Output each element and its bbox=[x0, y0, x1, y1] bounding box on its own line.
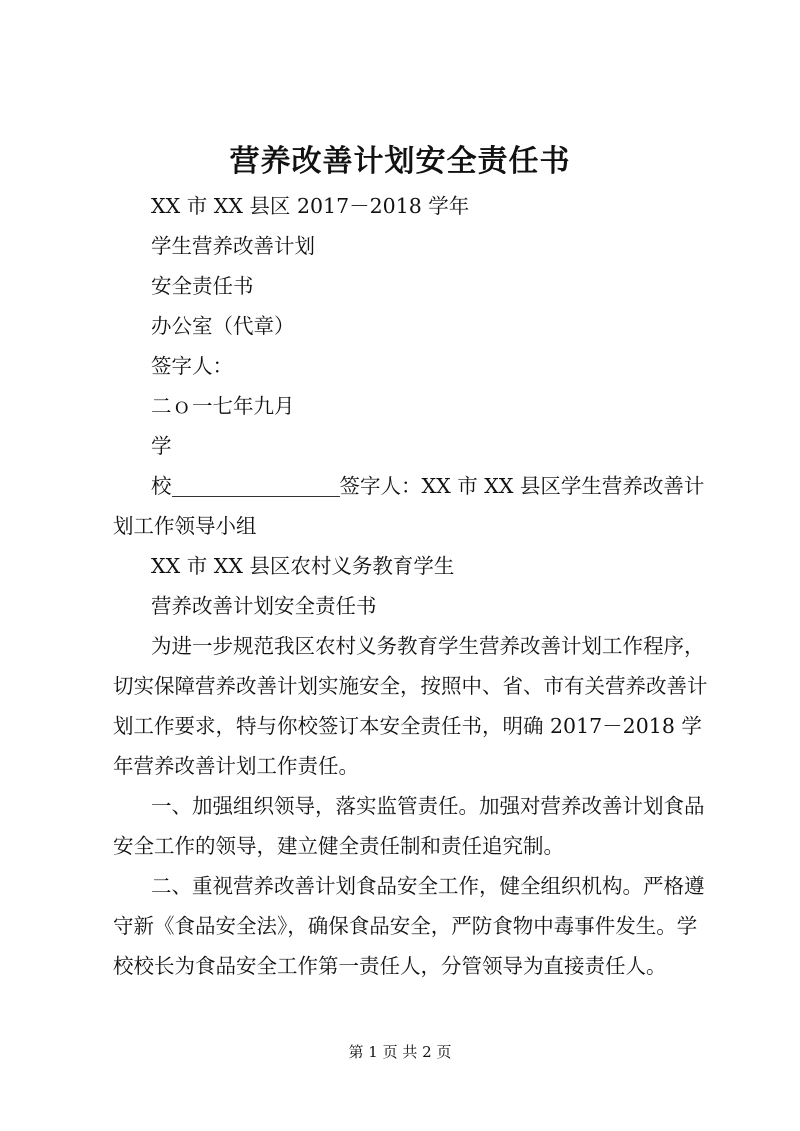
header-line-region-year: XX 市 XX 县区 2017－2018 学年 bbox=[151, 194, 470, 218]
school-signature-line bbox=[113, 466, 713, 546]
subtitle-line-1: XX 市 XX 县区农村义务教育学生 bbox=[151, 554, 455, 578]
header-line-program: 学生营养改善计划 bbox=[151, 234, 315, 258]
header-line-school-label: 学 bbox=[151, 434, 172, 458]
document-title: 营养改善计划安全责任书 bbox=[229, 144, 571, 179]
header-line-signatory: 签字人： bbox=[151, 354, 233, 378]
header-line-office-seal: 办公室（代章） bbox=[151, 314, 295, 338]
subtitle-line-2: 营养改善计划安全责任书 bbox=[151, 594, 377, 618]
header-line-date: 二ｏ一七年九月 bbox=[151, 394, 295, 418]
page-number-footer: 第 1 页 共 2 页 bbox=[348, 1043, 452, 1061]
document-body bbox=[113, 186, 713, 986]
school-signature-text: 签字人：XX 市 XX 县区学生营养改善计划工作领导小组 bbox=[113, 474, 705, 538]
paragraph-intro: 为进一步规范我区农村义务教育学生营养改善计划工作程序，切实保障营养改善计划实施安全，按照中、省、市有关营养改善计划工作要求，特与你校签订本安全责任书，明确 2017－2018 学年营养改善计划工作责任。 bbox=[113, 634, 708, 778]
school-prefix: 校 bbox=[151, 474, 172, 498]
header-line-doc-type: 安全责任书 bbox=[151, 274, 254, 298]
paragraph-item-2: 二、重视营养改善计划食品安全工作，健全组织机构。严格遵守新《食品安全法》，确保食品安全，严防食物中毒事件发生。学校校长为食品安全工作第一责任人，分管领导为直接责任人。 bbox=[113, 874, 705, 978]
paragraph-item-1: 一、加强组织领导，落实监管责任。加强对营养改善计划食品安全工作的领导，建立健全责任制和责任追究制。 bbox=[113, 794, 705, 858]
school-name-blank bbox=[172, 472, 340, 497]
